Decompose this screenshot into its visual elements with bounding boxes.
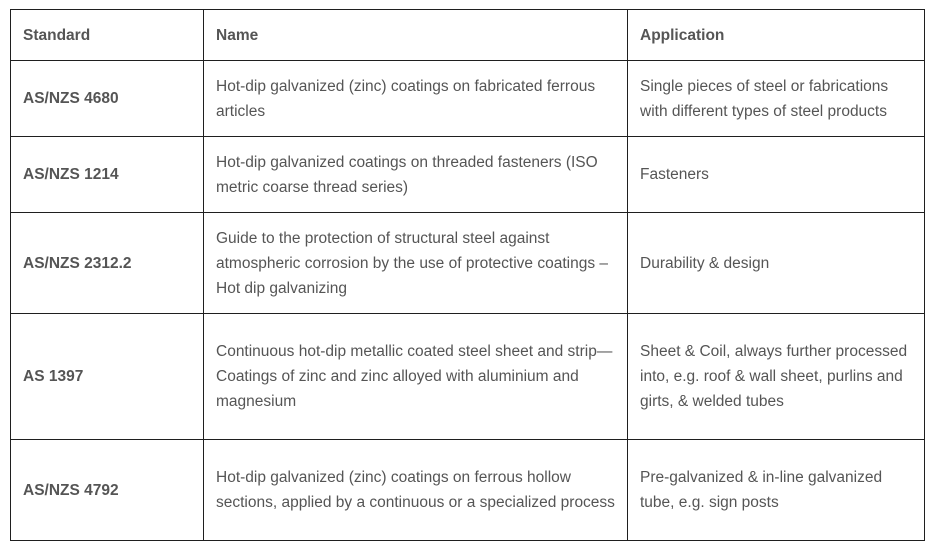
name-text: Continuous hot-dip metallic coated steel sheet and strip—Coatings of zinc and zinc alloyed with aluminium and magnesium bbox=[216, 343, 613, 410]
application-text: Fasteners bbox=[640, 166, 709, 183]
header-standard: Standard bbox=[11, 10, 204, 61]
application-text: Sheet & Coil, always further processed into, e.g. roof & wall sheet, purlins and girts, & welded tubes bbox=[640, 343, 908, 410]
application-text: Single pieces of steel or fabrications with different types of steel products bbox=[640, 77, 889, 120]
table-row bbox=[11, 137, 925, 213]
table-row bbox=[11, 314, 925, 440]
name-text: Hot-dip galvanized (zinc) coatings on ferrous hollow sections, applied by a continuous or a specialized process bbox=[216, 469, 615, 511]
table-header-row bbox=[11, 10, 925, 61]
application-cell bbox=[628, 137, 925, 213]
header-name: Name bbox=[204, 10, 628, 61]
standard-cell: AS 1397 bbox=[11, 314, 204, 440]
name-text: Hot-dip galvanized (zinc) coatings on fabricated ferrous articles bbox=[216, 77, 596, 120]
application-cell bbox=[628, 213, 925, 314]
application-cell bbox=[628, 61, 925, 137]
table-row bbox=[11, 213, 925, 314]
standards-table bbox=[10, 9, 925, 541]
standard-cell: AS/NZS 4680 bbox=[11, 61, 204, 137]
application-cell bbox=[628, 314, 925, 440]
name-cell bbox=[204, 314, 628, 440]
application-text: Durability & design bbox=[640, 254, 770, 272]
name-cell bbox=[204, 61, 628, 137]
standard-cell: AS/NZS 1214 bbox=[11, 137, 204, 213]
application-text: Pre-galvanized & in-line galvanized tube, e.g. sign posts bbox=[640, 469, 883, 511]
standard-cell: AS/NZS 2312.2 bbox=[11, 213, 204, 314]
application-cell bbox=[628, 440, 925, 541]
name-cell bbox=[204, 137, 628, 213]
table-row bbox=[11, 61, 925, 137]
name-cell bbox=[204, 213, 628, 314]
header-application: Application bbox=[628, 10, 925, 61]
name-text: Hot-dip galvanized coatings on threaded fasteners (ISO metric coarse thread series) bbox=[216, 153, 598, 196]
table-row bbox=[11, 440, 925, 541]
name-text: Guide to the protection of structural steel against atmospheric corrosion by the use of protective coatings – Hot dip galvanizing bbox=[216, 229, 609, 297]
standard-cell: AS/NZS 4792 bbox=[11, 440, 204, 541]
name-cell bbox=[204, 440, 628, 541]
